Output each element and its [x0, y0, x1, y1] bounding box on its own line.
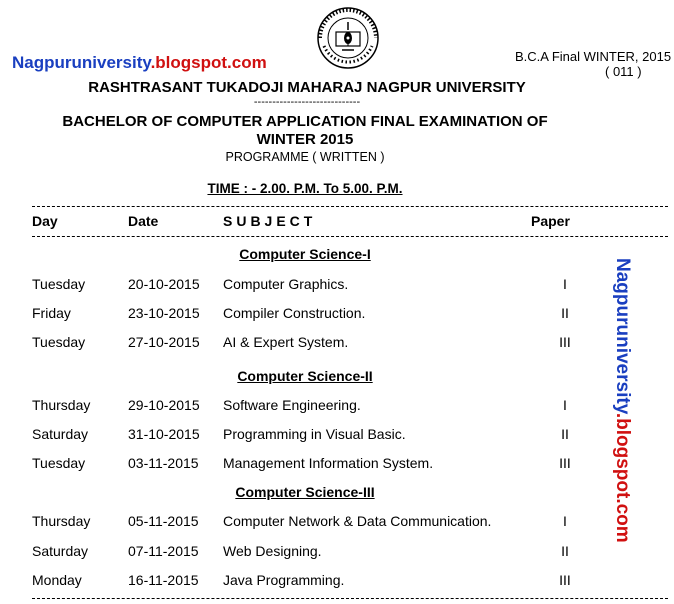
cell-day: Thursday [32, 513, 91, 529]
cell-date: 16-11-2015 [128, 572, 199, 588]
university-name: RASHTRASANT TUKADOJI MAHARAJ NAGPUR UNIVERSITY [88, 79, 526, 96]
watermark-side [605, 258, 633, 583]
course-code: B.C.A Final WINTER, 2015 [515, 49, 672, 64]
table-row [0, 572, 674, 590]
cell-day: Friday [32, 305, 71, 321]
table-row [0, 543, 674, 561]
cell-paper: III [559, 334, 571, 350]
watermark-side-name: Nagpuruniversity [612, 258, 633, 413]
cell-date: 29-10-2015 [128, 397, 200, 413]
cell-day: Tuesday [32, 334, 86, 350]
header-top-rule [32, 206, 668, 207]
cell-subject: Java Programming. [223, 572, 345, 588]
header-bottom-rule [32, 236, 668, 237]
column-header-subject: SUBJECT [223, 213, 317, 229]
table-row [0, 426, 674, 444]
cell-day: Thursday [32, 397, 91, 413]
exam-title-line2: WINTER 2015 [256, 131, 354, 148]
table-row [0, 397, 674, 415]
exam-time: TIME : - 2.00. P.M. To 5.00. P.M. [207, 181, 403, 196]
cell-paper: III [559, 455, 571, 471]
cell-day: Tuesday [32, 455, 86, 471]
watermark-top [12, 53, 267, 73]
section-title: Computer Science-II [237, 368, 373, 384]
cell-subject: Computer Graphics. [223, 276, 349, 292]
section-title: Computer Science-III [235, 484, 375, 500]
exam-title [0, 113, 642, 149]
cell-date: 07-11-2015 [128, 543, 199, 559]
table-row [0, 305, 674, 323]
cell-subject: Web Designing. [223, 543, 322, 559]
exam-title-line1: BACHELOR OF COMPUTER APPLICATION FINAL EXAMINATION OF [62, 113, 548, 130]
column-header-paper: Paper [531, 213, 570, 229]
cell-subject: Management Information System. [223, 455, 434, 471]
cell-date: 05-11-2015 [128, 513, 199, 529]
table-row [0, 513, 674, 531]
watermark-top-domain: .blogspot.com [150, 53, 267, 72]
paper-code: ( 011 ) [605, 64, 642, 79]
table-row [0, 455, 674, 473]
section-title: Computer Science-I [239, 246, 371, 262]
watermark-top-name: Nagpuruniversity [12, 53, 151, 72]
table-bottom-rule [32, 598, 668, 599]
column-header-date: Date [128, 213, 159, 229]
table-row [0, 334, 674, 352]
cell-subject: AI & Expert System. [223, 334, 349, 350]
cell-paper: III [559, 572, 571, 588]
cell-paper: I [563, 513, 567, 529]
cell-paper: II [561, 426, 569, 442]
cell-day: Monday [32, 572, 82, 588]
cell-date: 27-10-2015 [128, 334, 200, 350]
cell-paper: II [561, 305, 569, 321]
separator-line: ----------------------------- [253, 96, 361, 108]
cell-day: Saturday [32, 426, 89, 442]
cell-day: Tuesday [32, 276, 86, 292]
university-seal-emblem [316, 6, 380, 70]
cell-paper: I [563, 276, 567, 292]
cell-date: 03-11-2015 [128, 455, 199, 471]
cell-date: 20-10-2015 [128, 276, 200, 292]
cell-subject: Computer Network & Data Communication. [223, 513, 492, 529]
cell-day: Saturday [32, 543, 89, 559]
watermark-side-domain: .blogspot.com [612, 412, 633, 543]
cell-date: 23-10-2015 [128, 305, 200, 321]
cell-paper: I [563, 397, 567, 413]
cell-subject: Programming in Visual Basic. [223, 426, 406, 442]
column-header-day: Day [32, 213, 58, 229]
cell-subject: Compiler Construction. [223, 305, 366, 321]
cell-date: 31-10-2015 [128, 426, 200, 442]
programme-type: PROGRAMME ( WRITTEN ) [225, 150, 385, 164]
cell-subject: Software Engineering. [223, 397, 361, 413]
table-row [0, 276, 674, 294]
cell-paper: II [561, 543, 569, 559]
